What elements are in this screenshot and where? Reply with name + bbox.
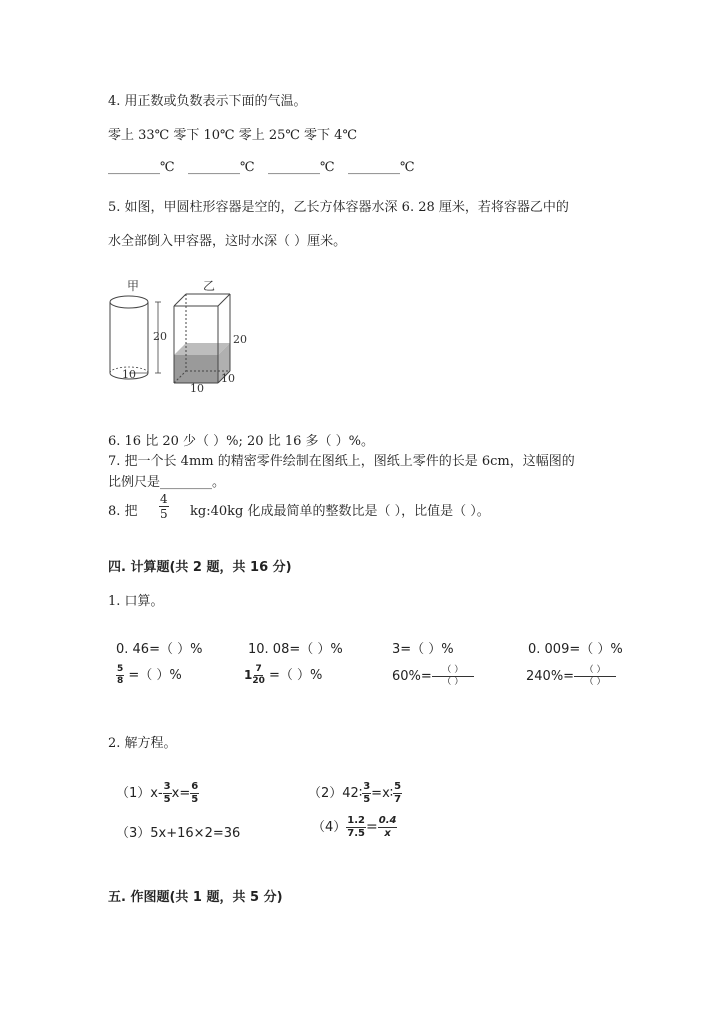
oral-item-1: 0. 46=（ ）%	[116, 642, 203, 657]
q6-text: 6. 16 比 20 少（ ）%; 20 比 16 多（ ）%。	[108, 434, 374, 449]
equation-3: （3）5x+16×2=36	[116, 826, 241, 841]
q8-frac-den: 5	[160, 507, 168, 521]
section5-heading: 五. 作图题(共 1 题，共 5 分)	[108, 890, 283, 905]
cyl-height-label: 20	[153, 330, 167, 343]
oral-item-6: 1 $\frac{7}{20}$ =（ ）%	[244, 664, 323, 686]
q4-blank-4[interactable]: ________℃	[348, 160, 415, 175]
containers-figure	[100, 275, 260, 395]
equation-4: （4） $\frac{1.2}{7.5}$ = $\frac{0.4}{x}$	[312, 815, 397, 839]
yi-label: 乙	[203, 279, 216, 293]
q8-suffix: kg:40kg 化成最简单的整数比是（ ），比值是（ ）。	[190, 504, 490, 519]
oral-item-5: $\frac{5}{8}$ =（ ）%	[117, 664, 182, 686]
section4-heading: 四. 计算题(共 2 题，共 16 分)	[108, 560, 292, 575]
q8-fraction	[159, 493, 169, 520]
q4-blank-3[interactable]: ________℃	[268, 160, 335, 175]
box-depth-label: 10	[221, 372, 235, 385]
equations-title: 2. 解方程。	[108, 736, 177, 751]
q4-temps: 零上 33℃ 零下 10℃ 零上 25℃ 零下 4℃	[108, 128, 357, 143]
q4-title: 4. 用正数或负数表示下面的气温。	[108, 94, 307, 109]
q7-line2: 比例尺是________。	[108, 475, 226, 490]
equation-1: （1）x- $\frac{3}{5}$ x= $\frac{6}{5}$	[116, 781, 199, 805]
q5-line2: 水全部倒入甲容器，这时水深（ ）厘米。	[108, 234, 347, 249]
oral-item-3: 3=（ ）%	[392, 642, 454, 657]
oral-item-8: 240%= $\frac{( )}{( )}$	[526, 666, 616, 687]
oral-item-2: 10. 08=（ ）%	[248, 642, 343, 657]
oral-item-7: 60%= $\frac{( )}{( )}$	[392, 666, 474, 687]
q4-blank-1[interactable]: ________℃	[108, 160, 175, 175]
q8-prefix: 8. 把	[108, 504, 138, 519]
box-width-label: 10	[190, 382, 204, 395]
box-height-label: 20	[233, 333, 247, 346]
q7-line1: 7. 把一个长 4mm 的精密零件绘制在图纸上，图纸上零件的长是 6cm，这幅图的	[108, 454, 575, 469]
oral-title: 1. 口算。	[108, 594, 164, 609]
q8-frac-num: 4	[160, 492, 168, 506]
cyl-diameter-label: 10	[122, 368, 136, 381]
jia-label: 甲	[127, 279, 140, 293]
oral-item-4: 0. 009=（ ）%	[528, 642, 623, 657]
equation-2: （2）42∶ $\frac{3}{5}$ =x∶ $\frac{5}{7}$	[308, 781, 402, 805]
q4-blank-2[interactable]: ________℃	[188, 160, 255, 175]
q5-line1: 5. 如图，甲圆柱形容器是空的，乙长方体容器水深 6. 28 厘米，若将容器乙中的	[108, 200, 569, 215]
